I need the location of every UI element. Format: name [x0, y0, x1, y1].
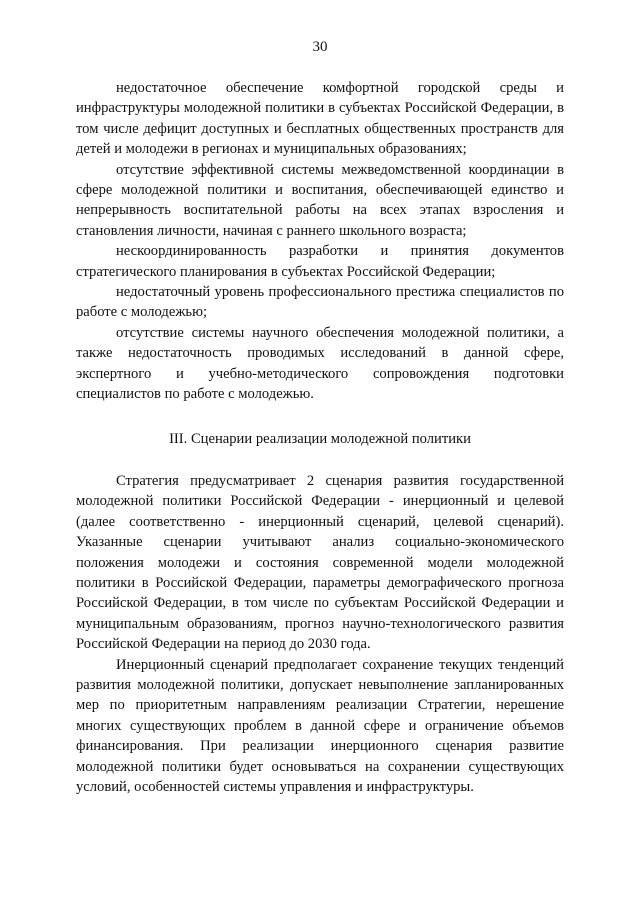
paragraph-science-support-absence: отсутствие системы научного обеспечения молодежной политики, а также недостаточность проводимых исследований в данной сфере, экспертного и учебно-методического сопровождения подготовки специалистов по работе с молодежью. — [76, 324, 564, 403]
document-body — [76, 78, 564, 797]
paragraph-strategy-scenarios: Стратегия предусматривает 2 сценария развития государственной молодежной политики Российской Федерации - инерционный и целевой (далее соответственно - инерционный сценарий, целевой сценарий). Указанные сценарии учитывают анализ социально-экономического положения молодежи и состояния современной модели молодежной политики в Российской Федерации, параметры демографического прогноза Российской Федерации, в том числе по субъектам Российской Федерации и муниципальным образованиям, прогноз научно-технологического развития Российской Федерации на период до 2030 года. — [76, 472, 564, 653]
paragraph-planning-uncoordinated: нескоординированность разработки и принятия документов стратегического планирования в субъектах Российской Федерации; — [76, 243, 564, 280]
paragraph-coordination-absence: отсутствие эффективной системы межведомственной координации в сфере молодежной политики и воспитания, обеспечивающей единство и непрерывность воспитательной работы на всех этапах взросления и становления личности, начиная с раннего школьного возраста; — [76, 161, 564, 239]
page-number: 30 — [312, 39, 328, 55]
paragraph-inertial-scenario: Инерционный сценарий предполагает сохранение текущих тенденций развития молодежной политики, допускает невыполнение запланированных мер по приоритетным направлениям реализации Стратегии, нерешение многих существующих проблем в данной сфере и ограничение объемов финансирования. При реализации инерционного сценария развитие молодежной политики будет основываться на сохранении существующих условий, особенностей системы управления и инфраструктуры. — [76, 656, 564, 795]
section-heading: III. Сценарии реализации молодежной политики — [169, 430, 471, 447]
paragraph-prestige-low: недостаточный уровень профессионального престижа специалистов по работе с молодежью; — [76, 284, 564, 321]
paragraph-infrastructure-deficit: недостаточное обеспечение комфортной городской среды и инфраструктуры молодежной политики в субъектах Российской Федерации, в том числе дефицит доступных и бесплатных общественных пространств для детей и молодежи в регионах и муниципальных образованиях; — [76, 80, 564, 158]
